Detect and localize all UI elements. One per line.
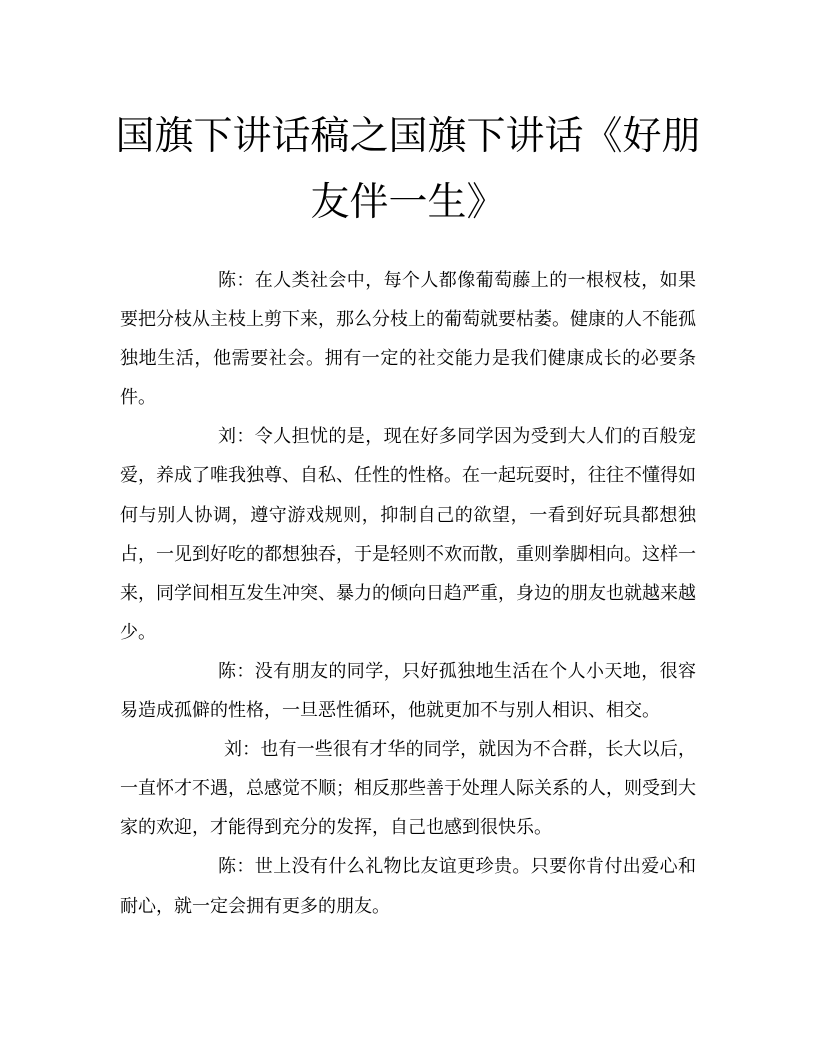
document-body (120, 261, 696, 926)
paragraph-5: 陈：世上没有什么礼物比友谊更珍贵。只要你肯付出爱心和耐心，就一定会拥有更多的朋友。 (120, 856, 696, 917)
document-title: 国旗下讲话稿之国旗下讲话《好朋友伴一生》 (115, 114, 701, 225)
paragraph-2: 刘：令人担忧的是，现在好多同学因为受到大人们的百般宠爱，养成了唯我独尊、自私、任性的性格。在一起玩耍时，往往不懂得如何与别人协调，遵守游戏规则，抑制自己的欲望，一看到好玩具都想独占，一见到好吃的都想独吞，于是轻则不欢而散，重则拳脚相向。这样一来，同学间相互发生冲突、暴力的倾向日趋严重，身边的朋友也就越来越少。 (120, 426, 696, 643)
paragraph-4: 刘：也有一些很有才华的同学，就因为不合群，长大以后，一直怀才不遇，总感觉不顺；相反那些善于处理人际关系的人，则受到大家的欢迎，才能得到充分的发挥，自己也感到很快乐。 (120, 739, 696, 839)
paragraph-3: 陈：没有朋友的同学，只好孤独地生活在个人小天地，很容易造成孤僻的性格，一旦恶性循环，他就更加不与别人相识、相交。 (120, 660, 696, 722)
paragraph-1: 陈：在人类社会中，每个人都像葡萄藤上的一根杈枝，如果要把分枝从主枝上剪下来，那么分枝上的葡萄就要枯萎。健康的人不能孤独地生活，他需要社会。拥有一定的社交能力是我们健康成长的必要条件。 (120, 270, 696, 409)
